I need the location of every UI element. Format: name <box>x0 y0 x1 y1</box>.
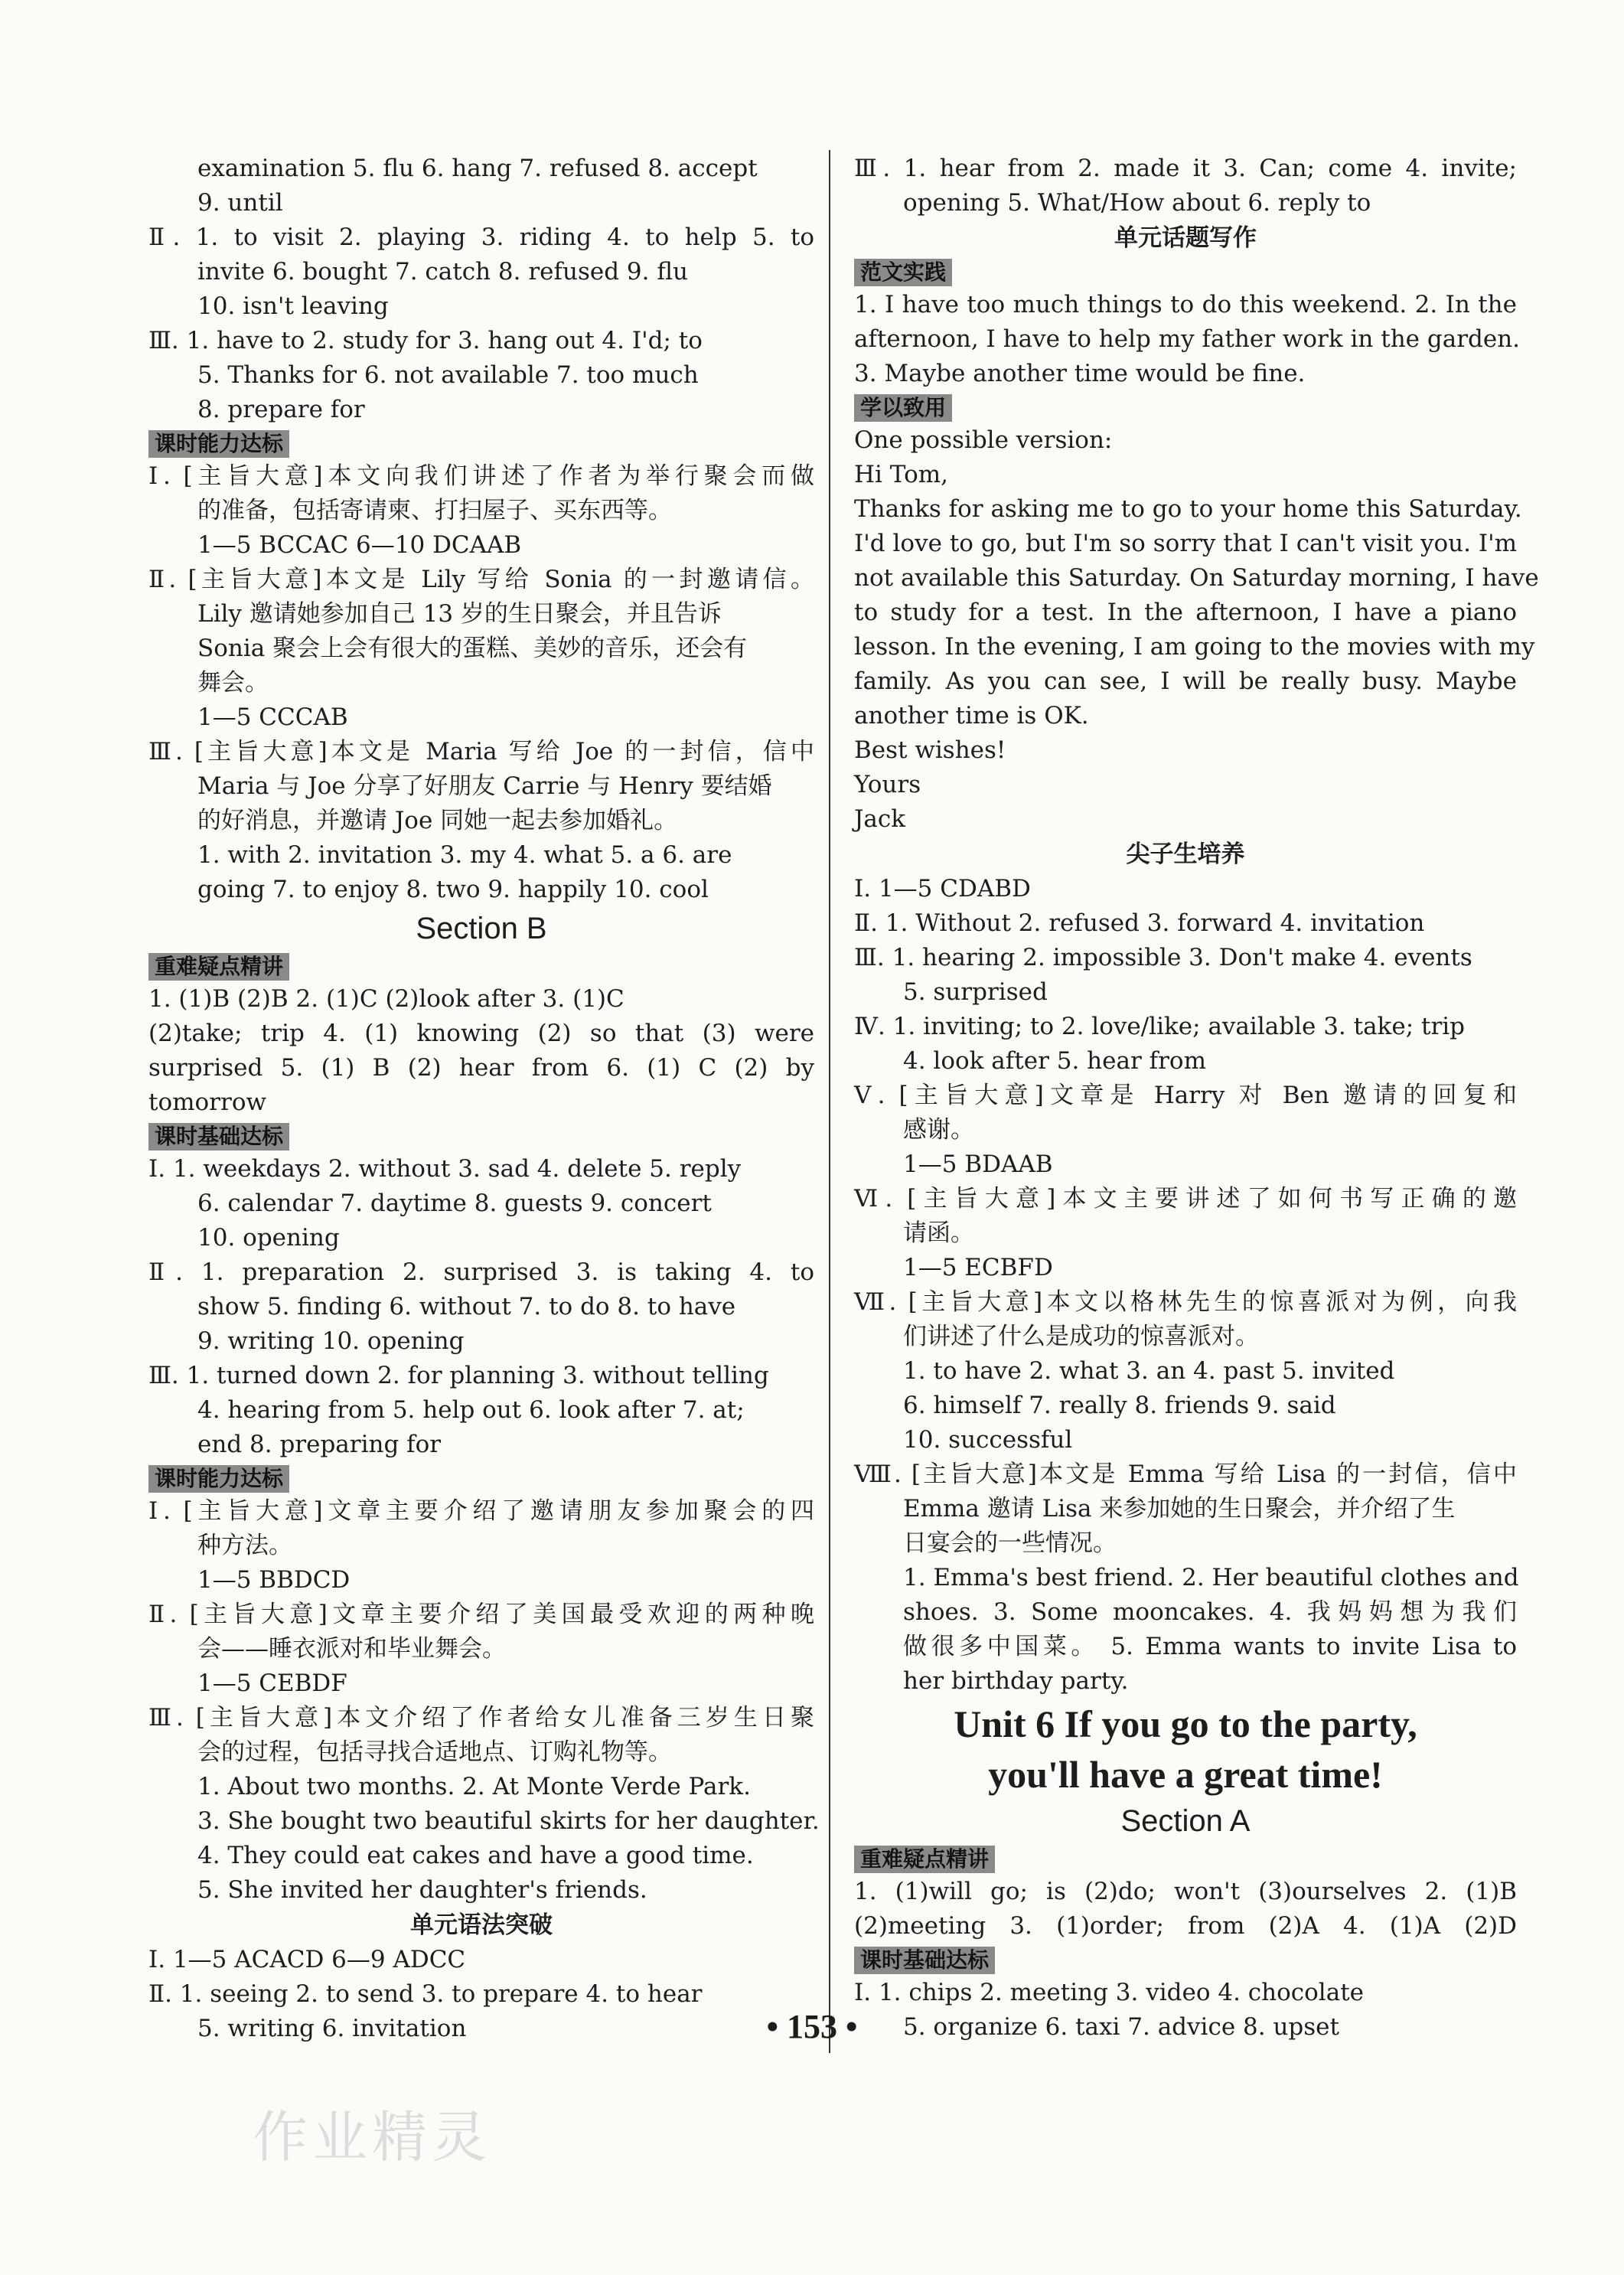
answer-line: 10. opening <box>197 1224 340 1252</box>
answer-line: 4. look after 5. hear from <box>903 1047 1206 1075</box>
answer-line: Jack <box>854 805 906 833</box>
answer-line: Ⅷ. [主旨大意]本文是 Emma 写给 Lisa 的一封信，信中 <box>854 1461 1517 1488</box>
unit-title: you'll have a great time! <box>988 1753 1383 1796</box>
sub-heading: 尖子生培养 <box>1126 840 1245 868</box>
answer-line: 日宴会的一些情况。 <box>903 1529 1117 1557</box>
answer-line: 1—5 ECBFD <box>903 1254 1053 1281</box>
answer-line: Maria 与 Joe 分享了好朋友 Carrie 与 Henry 要结婚 <box>197 772 772 800</box>
answer-line: 4. hearing from 5. help out 6. look after 7. at; <box>197 1396 745 1424</box>
answer-line: Ⅱ. [主旨大意]本文是 Lily 写给 Sonia 的一封邀请信。 <box>148 566 814 593</box>
answer-line: Ⅶ. [主旨大意]本文以格林先生的惊喜派对为例，向我 <box>854 1288 1517 1316</box>
answer-line: 1—5 BDAAB <box>903 1151 1053 1178</box>
answer-line: Ⅳ. 1. inviting; to 2. love/like; available 3. take; trip <box>854 1013 1466 1040</box>
answer-line: Ⅵ. [主旨大意]本文主要讲述了如何书写正确的邀 <box>854 1185 1517 1213</box>
section-label-row <box>854 391 1517 423</box>
answer-line: 1. with 2. invitation 3. my 4. what 5. a 6. are <box>197 841 732 869</box>
answer-line: 1. (1)B (2)B 2. (1)C (2)look after 3. (1)C <box>148 985 624 1013</box>
answer-line: Ⅱ. [主旨大意]文章主要介绍了美国最受欢迎的两种晚 <box>148 1601 814 1628</box>
answer-line: end 8. preparing for <box>197 1431 442 1458</box>
answer-line: 1. About two months. 2. At Monte Verde Park. <box>197 1773 751 1800</box>
answer-line: examination 5. flu 6. hang 7. refused 8. accept <box>197 155 758 182</box>
answer-line: Thanks for asking me to go to your home this Saturday. <box>854 495 1522 523</box>
answer-line: Ⅰ. 1. weekdays 2. without 3. sad 4. delete 5. reply <box>148 1155 742 1183</box>
answer-line: 6. calendar 7. daytime 8. guests 9. concert <box>197 1190 712 1217</box>
unit-title: Unit 6 If you go to the party, <box>954 1702 1417 1745</box>
answer-line: 种方法。 <box>197 1532 292 1559</box>
answer-line: 3. She bought two beautiful skirts for her daughter. <box>197 1807 820 1835</box>
answer-line: 9. writing 10. opening <box>197 1327 465 1355</box>
answer-line: 做很多中国菜。 5. Emma wants to invite Lisa to <box>903 1633 1517 1660</box>
section-label-row <box>148 427 814 459</box>
answer-line: Ⅰ. 1—5 CDABD <box>854 875 1031 902</box>
answer-line: Hi Tom, <box>854 461 948 488</box>
answer-line: to study for a test. In the afternoon, I have a piano <box>854 599 1517 626</box>
answer-line: 1—5 BCCAC 6—10 DCAAB <box>197 531 522 559</box>
answer-line: 1. (1)will go; is (2)do; won't (3)ourselves 2. (1)B <box>854 1878 1517 1905</box>
answer-line: shoes. 3. Some mooncakes. 4. 我妈妈想为我们 <box>903 1598 1517 1626</box>
watermark: 作业精灵 <box>253 2105 492 2169</box>
answer-line: 6. himself 7. really 8. friends 9. said <box>903 1392 1336 1419</box>
sub-heading: 单元语法突破 <box>410 1911 553 1939</box>
answer-line: Yours <box>854 771 921 798</box>
page-number: • 153 • <box>766 2008 858 2045</box>
answer-line: Lily 邀请她参加自己 13 岁的生日聚会，并且告诉 <box>197 600 722 628</box>
section-label-row <box>148 950 814 982</box>
answer-line: One possible version: <box>854 426 1113 454</box>
answer-line: 5. organize 6. taxi 7. advice 8. upset <box>903 2013 1339 2041</box>
answer-line: 1. to have 2. what 3. an 4. past 5. invited <box>903 1357 1395 1385</box>
answer-line: Ⅱ. 1. preparation 2. surprised 3. is taking 4. to <box>148 1258 814 1286</box>
answer-line: 1. Emma's best friend. 2. Her beautiful clothes and <box>903 1564 1519 1591</box>
section-heading: Section B <box>416 912 547 945</box>
answer-line: 请函。 <box>903 1219 974 1247</box>
section-label: 课时能力达标 <box>148 1465 289 1493</box>
answer-line: Sonia 聚会上会有很大的蛋糕、美妙的音乐，还会有 <box>197 635 748 662</box>
answer-line: (2)take; trip 4. (1) knowing (2) so that (3) were <box>148 1020 814 1047</box>
answer-line: 1—5 CEBDF <box>197 1670 347 1697</box>
answer-line: Ⅰ. 1—5 ACACD 6—9 ADCC <box>148 1946 466 1973</box>
answer-line: afternoon, I have to help my father work in the garden. <box>854 325 1521 353</box>
answer-line: I'd love to go, but I'm so sorry that I can't visit you. I'm <box>854 530 1517 557</box>
section-heading: Section A <box>1120 1804 1251 1838</box>
answer-line: another time is OK. <box>854 702 1089 730</box>
answer-line: going 7. to enjoy 8. two 9. happily 10. cool <box>197 876 709 903</box>
answer-line: not available this Saturday. On Saturday morning, I have <box>854 564 1539 592</box>
answer-line: 会的过程，包括寻找合适地点、订购礼物等。 <box>197 1738 672 1766</box>
answer-line: 的好消息，并邀请 Joe 同她一起去参加婚礼。 <box>197 807 678 834</box>
answer-line: Best wishes! <box>854 736 1006 764</box>
section-label: 学以致用 <box>854 394 952 422</box>
answer-line: 1. I have too much things to do this weekend. 2. In the <box>854 291 1517 318</box>
answer-line: her birthday party. <box>903 1667 1129 1695</box>
section-label-row <box>148 1462 814 1494</box>
answer-line: 5. surprised <box>903 978 1048 1006</box>
answer-line: 10. successful <box>903 1426 1073 1454</box>
answer-line: Ⅰ. 1. chips 2. meeting 3. video 4. chocolate <box>854 1979 1365 2006</box>
answer-line: 8. prepare for <box>197 396 365 423</box>
answer-line: Ⅲ. 1. turned down 2. for planning 3. without telling <box>148 1362 769 1389</box>
section-label: 课时基础达标 <box>854 1947 995 1974</box>
answer-line: 5. writing 6. invitation <box>197 2015 467 2042</box>
answer-line: 5. She invited her daughter's friends. <box>197 1876 647 1904</box>
answer-line: Ⅲ. [主旨大意]本文介绍了作者给女儿准备三岁生日聚 <box>148 1704 814 1732</box>
answer-line: Ⅲ. 1. hear from 2. made it 3. Can; come 4. invite; <box>854 155 1517 182</box>
answer-line: surprised 5. (1) B (2) hear from 6. (1) C (2) by <box>148 1054 814 1082</box>
answer-line: 感谢。 <box>903 1116 974 1144</box>
answer-line: 1—5 BBDCD <box>197 1566 351 1594</box>
answer-line: Ⅲ. 1. have to 2. study for 3. hang out 4. I'd; to <box>148 327 703 354</box>
answer-line: 5. Thanks for 6. not available 7. too much <box>197 361 699 389</box>
answer-line: family. As you can see, I will be really busy. Maybe <box>854 667 1517 695</box>
answer-line: Ⅴ. [主旨大意]文章是 Harry 对 Ben 邀请的回复和 <box>854 1082 1517 1109</box>
answer-line: 10. isn't leaving <box>197 292 389 320</box>
answer-line: tomorrow <box>148 1089 267 1116</box>
answer-line: Ⅲ. 1. hearing 2. impossible 3. Don't make 4. events <box>854 944 1472 971</box>
answer-line: Ⅰ. [主旨大意]本文向我们讲述了作者为举行聚会而做 <box>148 462 814 490</box>
section-label-row <box>148 1120 814 1152</box>
section-label-row <box>854 1843 1517 1875</box>
answer-line: Ⅲ. [主旨大意]本文是 Maria 写给 Joe 的一封信，信中 <box>148 738 814 765</box>
answer-line: 9. until <box>197 189 283 217</box>
answer-line: 会——睡衣派对和毕业舞会。 <box>197 1635 506 1663</box>
answer-line: invite 6. bought 7. catch 8. refused 9. flu <box>197 258 688 286</box>
answer-line: 舞会。 <box>197 669 269 697</box>
answer-line: show 5. finding 6. without 7. to do 8. to have <box>197 1293 736 1320</box>
section-label-row <box>854 1944 1517 1976</box>
answer-line: Ⅰ. [主旨大意]文章主要介绍了邀请朋友参加聚会的四 <box>148 1497 814 1525</box>
answer-line: Emma 邀请 Lisa 来参加她的生日聚会，并介绍了生 <box>903 1495 1456 1523</box>
answer-line: opening 5. What/How about 6. reply to <box>903 189 1371 217</box>
section-label: 重难疑点精讲 <box>854 1846 995 1873</box>
answer-line: 3. Maybe another time would be fine. <box>854 360 1306 387</box>
left-column <box>148 152 820 2046</box>
section-label: 课时能力达标 <box>148 430 289 458</box>
answer-line: 们讲述了什么是成功的惊喜派对。 <box>903 1323 1259 1350</box>
section-label: 范文实践 <box>854 259 952 286</box>
section-label: 重难疑点精讲 <box>148 953 289 981</box>
answer-line: 的准备，包括寄请柬、打扫屋子、买东西等。 <box>197 497 672 524</box>
column-divider <box>829 150 830 2053</box>
answer-line: (2)meeting 3. (1)order; from (2)A 4. (1)A (2)D <box>854 1912 1517 1940</box>
answer-line: Ⅱ. 1. Without 2. refused 3. forward 4. invitation <box>854 909 1425 937</box>
section-label-row <box>854 256 1517 288</box>
answer-line: 1—5 CCCAB <box>197 703 348 731</box>
right-column <box>854 152 1539 2045</box>
sub-heading: 单元话题写作 <box>1114 224 1257 252</box>
section-label: 课时基础达标 <box>148 1123 289 1151</box>
answer-line: 4. They could eat cakes and have a good time. <box>197 1842 754 1869</box>
answer-line: Ⅱ. 1. to visit 2. playing 3. riding 4. to help 5. to <box>148 224 814 251</box>
answer-line: lesson. In the evening, I am going to the movies with my <box>854 633 1535 661</box>
answer-line: Ⅱ. 1. seeing 2. to send 3. to prepare 4. to hear <box>148 1980 703 2008</box>
